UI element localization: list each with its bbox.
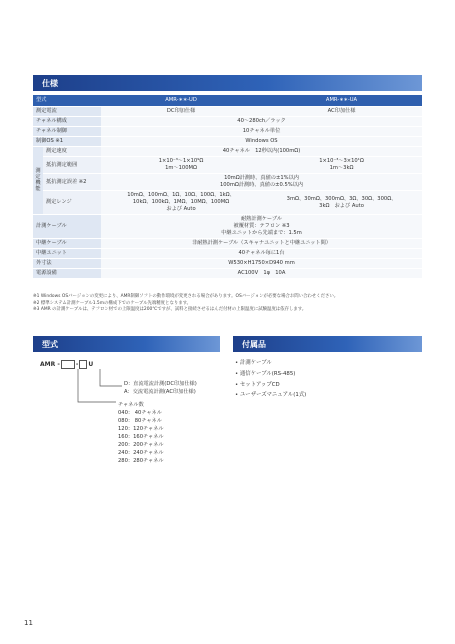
model-code-separator: - — [75, 361, 79, 368]
value-error — [101, 174, 422, 191]
value-ranges-ud-3: および Auto — [166, 206, 196, 213]
channel-option: 200：200チャネル — [118, 442, 164, 449]
label-relay-cable: 中継ケーブル — [33, 239, 101, 249]
label-os: 制御OS ※1 — [33, 137, 101, 147]
value-range-ua — [261, 157, 422, 174]
channel-options-title: チャネル数 — [118, 402, 144, 408]
value-speed: 40チャネル 12秒以内(100mΩ) — [101, 147, 422, 157]
type-options — [124, 380, 197, 396]
row-channels — [33, 117, 422, 127]
value-range-ud-1: 1×10⁻³～1×10⁹Ω — [158, 158, 204, 165]
row-os — [33, 137, 422, 147]
type-option: D：直流電流計測(DC印加仕様) — [124, 381, 197, 387]
value-measure-current-ua: AC印加仕様 — [261, 107, 422, 117]
channel-leader-line — [78, 369, 116, 402]
value-range-ua-1: 1×10⁻³～3×10¹Ω — [319, 158, 364, 165]
value-range-ua-2: 1m～3kΩ — [329, 165, 354, 172]
row-measure-current — [33, 107, 422, 117]
value-relay-unit: 40チャネル毎に1台 — [101, 249, 422, 259]
page-number: 11 — [24, 619, 33, 627]
channel-option: 280：280チャネル — [118, 458, 164, 465]
row-speed — [33, 147, 422, 157]
label-channel-ctrl: チャネル制御 — [33, 127, 101, 137]
model-code-channel-box — [61, 360, 75, 369]
value-power: AC100V 1φ 10A — [101, 269, 422, 279]
row-ranges — [33, 191, 422, 215]
spec-section-header — [33, 75, 422, 91]
label-channels: チャネル構成 — [33, 117, 101, 127]
model-section-title: 型式 — [42, 339, 58, 349]
value-cable — [101, 215, 422, 239]
spec-head-ud: AMR-∗∗-UD — [101, 95, 261, 107]
spec-note: ※3 AMR の計測ケーブルは、テフロン材での上限温度は200℃ですが、試料と接続させるはんだ付材の上限温度に試験温度は依存します。 — [33, 307, 307, 313]
accessory-item: • ユーザーズマニュアル(1式) — [235, 390, 306, 401]
spec-head-model: 型式 — [33, 95, 101, 107]
spec-head-ua: AMR-∗∗-UA — [261, 95, 422, 107]
accessory-item: • 通信ケーブル(RS-485) — [235, 369, 306, 380]
value-relay-cable: 非耐熱計測ケーブル（スキャナユニットと中継ユニット間） — [101, 239, 422, 249]
model-code-suffix: U — [88, 361, 94, 368]
spec-table — [33, 95, 422, 279]
spec-note: ※1 Windows OSバージョンの変更により、AMR制御ソフトの動作環境が変更される場合があります。OSバージョンが必要な場合お問い合わせください。 — [33, 294, 339, 299]
label-speed: 測定速度 — [43, 147, 101, 157]
row-dims — [33, 259, 422, 269]
channel-options — [118, 401, 164, 466]
label-range: 抵抗測定範囲 — [43, 157, 101, 174]
value-measure-current-ud: DC印加仕様 — [101, 107, 261, 117]
value-cable-3: 中継ユニットから先端まで：1.5m — [221, 230, 302, 237]
value-error-1: 10mΩ計測時、真値の±1%以内 — [224, 175, 299, 182]
label-measure-current: 測定電流 — [33, 107, 101, 117]
value-channel-ctrl: 10チャネル単位 — [101, 127, 422, 137]
type-option: A：交流電流計測(AC印加仕様) — [124, 389, 196, 396]
spec-note: ※2 標準システム計測ケーブル1.5mの構成下でのケーブル先端精度となります。 — [33, 300, 192, 306]
value-ranges-ud-1: 10mΩ、100mΩ、1Ω、10Ω、100Ω、1kΩ、 — [127, 192, 235, 199]
value-os: Windows OS — [101, 137, 422, 147]
value-cable-2: 被覆材質：テフロン ※3 — [233, 223, 290, 230]
spec-head-row — [33, 95, 422, 107]
accessories-section-title: 付属品 — [242, 339, 266, 349]
row-power — [33, 269, 422, 279]
value-ranges-ud — [101, 191, 261, 215]
label-power: 電源設備 — [33, 269, 101, 279]
value-dims: W530×H1750×D940 mm — [101, 259, 422, 269]
accessory-item: • 計測ケーブル — [235, 358, 306, 369]
accessories-list — [235, 358, 306, 401]
accessory-item: • セットアップCD — [235, 380, 306, 391]
model-section-header — [33, 336, 220, 352]
model-code-type-box — [79, 360, 87, 369]
model-code-prefix: AMR - — [40, 361, 60, 368]
spec-section-title: 仕様 — [42, 78, 58, 88]
spec-notes — [33, 294, 428, 314]
channel-option: 160：160チャネル — [118, 434, 164, 441]
row-relay-unit — [33, 249, 422, 259]
meas-group-text: 測定機能 — [35, 167, 41, 192]
label-dims: 外寸法 — [33, 259, 101, 269]
model-code — [40, 360, 93, 369]
row-range — [33, 157, 422, 174]
value-cable-1: 耐熱計測ケーブル — [240, 216, 283, 223]
label-ranges: 測定レンジ — [43, 191, 101, 215]
value-ranges-ua-2: 3kΩ および Auto — [319, 202, 364, 209]
label-relay-unit: 中継ユニット — [33, 249, 101, 259]
value-error-2: 100mΩ計測時、真値の±0.5%以内 — [219, 182, 304, 189]
value-ranges-ud-2: 10kΩ、100kΩ、1MΩ、10MΩ、100MΩ — [132, 199, 230, 206]
value-channels: 40～280ch／ラック — [101, 117, 422, 127]
type-leader-line — [100, 369, 122, 386]
value-range-ud — [101, 157, 261, 174]
channel-option: 040： 40チャネル — [118, 410, 162, 417]
row-error — [33, 174, 422, 191]
label-meas-group — [33, 147, 43, 215]
value-ranges-ua — [261, 191, 422, 215]
channel-option: 240：240チャネル — [118, 450, 164, 457]
accessories-section-header — [233, 336, 422, 352]
label-error: 抵抗測定誤差 ※2 — [43, 174, 101, 191]
row-relay-cable — [33, 239, 422, 249]
value-ranges-ua-1: 3mΩ、30mΩ、300mΩ、3Ω、30Ω、300Ω、 — [286, 195, 397, 202]
value-range-ud-2: 1m～100MΩ — [165, 165, 197, 172]
row-channel-ctrl — [33, 127, 422, 137]
channel-option: 080： 80チャネル — [118, 418, 162, 425]
label-cable: 計測ケーブル — [33, 215, 101, 239]
row-cable — [33, 215, 422, 239]
channel-option: 120：120チャネル — [118, 426, 164, 433]
